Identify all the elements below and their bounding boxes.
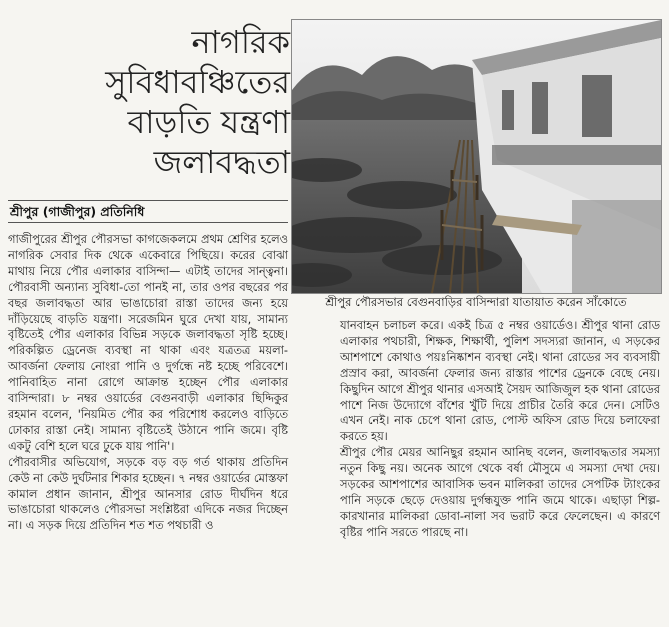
photo-illustration bbox=[292, 20, 661, 293]
right-column bbox=[340, 318, 660, 541]
headline-line: সুবিধাবঞ্চিতের bbox=[105, 63, 290, 101]
paragraph: পৌরবাসীর অভিযোগ, সড়কে বড় বড় গর্ত থাকায় প্রতিদিন কেউ না কেউ দুর্ঘটনার শিকার হচ্ছেন। ৭ নম্বর ওয়ার্ডের মোস্তফা কামাল প্রধান জানান, শ্রীপুর আনসার রোড দীর্ঘদিন ধরে ভাঙাচোরা থাকলেও পৌরসভা সংশ্লিষ্টরা এদিকে নজর দিচ্ছেন না। এ সড়ক দিয়ে প্রতিদিন শত শত পথচারী ও bbox=[8, 454, 288, 533]
headline bbox=[28, 22, 290, 182]
headline-line: নাগরিক bbox=[191, 23, 290, 61]
divider bbox=[8, 222, 288, 223]
paragraph: শ্রীপুর পৌর মেয়র আনিছুর রহমান আনিছ বলেন, জলাবদ্ধতার সমস্যা নতুন কিছু নয়। অনেক আগে থেকে বর্ষা মৌসুমে এ সমস্যা দেখা দেয়। সড়কের আশপাশের আবাসিক ভবন মালিকরা তাদের সেপটিক ট্যাংকের পানি সড়কে ছেড়ে দেওয়ায় দুর্গন্ধযুক্ত পানি জমে থাকে। এছাড়া শিল্প-কারখানার মালিকরা ডোবা-নালা সব ভরাট করে ফেলেছেন। এ কারণে বৃষ্টির পানি সরতে পারছে না। bbox=[340, 445, 660, 539]
left-column bbox=[8, 232, 288, 534]
headline-line: বাড়তি যন্ত্রণা bbox=[127, 103, 290, 141]
headline-line: জলাবদ্ধতা bbox=[153, 143, 290, 181]
photo-bamboo-bridge bbox=[291, 19, 662, 294]
paragraph: যানবাহন চলাচল করে। একই চিত্র ৫ নম্বর ওয়ার্ডেও। শ্রীপুর থানা রোড এলাকার পথচারী, শিক্ষক, শিক্ষার্থী, পুলিশ সদস্যরা জানান, এ সড়কের আশপাশে কোথাও পয়ঃনিষ্কাশন ব্যবস্থা নেই। থানা রোডের সব ব্যবসায়ী প্রস্রাব করা, আবর্জনা ফেলার জন্য রাস্তার পাশের ড্রেনকে বেছে নেয়। কিছুদিন আগে শ্রীপুর থানার এসআই সৈয়দ আজিজুল হক থানা রোডের পাশে নিজ উদ্যোগে বাঁশের খুঁটি দিয়ে প্রাচীর তৈরি করে দেন। সেটিও এখন নেই। নাক চেপে থানা রোড, পোস্ট অফিস রোড দিয়ে চলাফেরা করতে হয়। bbox=[340, 318, 660, 444]
photo-caption: শ্রীপুর পৌরসভার বেগুনবাড়ির বাসিন্দারা যাতায়াত করেন সাঁকোতে bbox=[325, 295, 627, 309]
paragraph: গাজীপুরের শ্রীপুর পৌরসভা কাগজেকলমে প্রথম শ্রেণির হলেও নাগরিক সেবার দিক থেকে একেবারে পিছিয়ে। করের বোঝা মাথায় নিয়ে পৌর এলাকার বাসিন্দা— এটাই তাদের সান্ত্বনা। পৌরবাসী অন্যান্য সুবিধা-তো পানই না, তার ওপর বছরের পর বছর জলাবদ্ধতা আর ভাঙাচোরা রাস্তা তাদের জন্য হয়ে দাঁড়িয়েছে বাড়তি যন্ত্রণা। সরেজমিন ঘুরে দেখা যায়, সামান্য বৃষ্টিতেই পৌর এলাকার বিভিন্ন সড়কে জলাবদ্ধতা সৃষ্টি হচ্ছে। পরিকল্পিত ড্রেনেজ ব্যবস্থা না থাকা এবং যত্রতত্র ময়লা-আবর্জনা ফেলায় নোংরা পানি ও দুর্গন্ধে নষ্ট হচ্ছে পরিবেশে। পানিবাহিত নানা রোগে আক্রান্ত হচ্ছেন পৌর এলাকার বাসিন্দারা। ৮ নম্বর ওয়ার্ডের বেগুনবাড়ী এলাকার ছিদ্দিকুর রহমান বলেন, 'নিয়মিত পৌর কর পরিশোধ করলেও বাড়িতে ঢোকার রাস্তা নেই। সামান্য বৃষ্টিতেই উঠানে পানি জমে। বৃষ্টি একটু বেশি হলে ঘরে ঢুকে যায় পানি'। bbox=[8, 232, 288, 453]
divider bbox=[8, 200, 288, 201]
byline: শ্রীপুর (গাজীপুর) প্রতিনিধি bbox=[10, 204, 145, 219]
